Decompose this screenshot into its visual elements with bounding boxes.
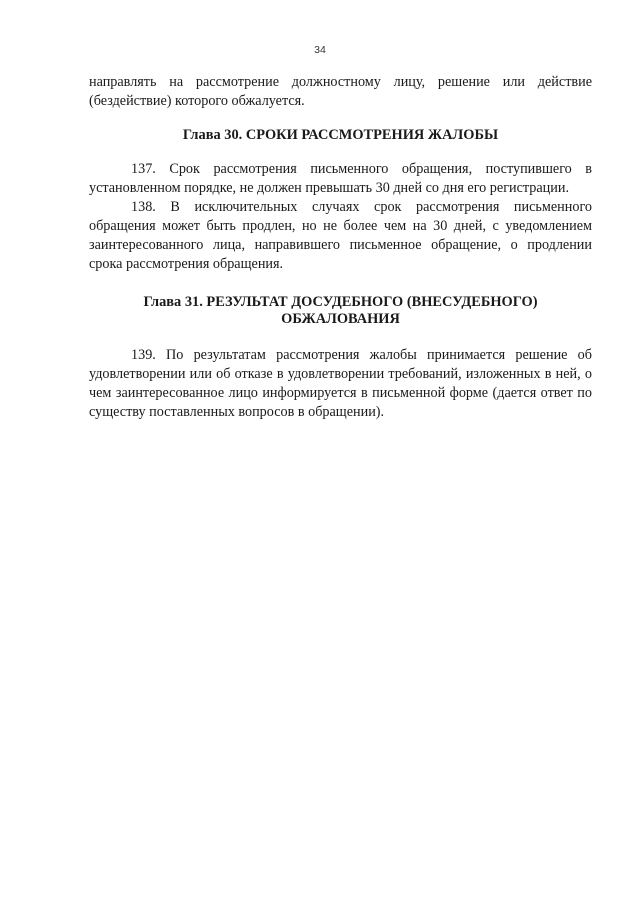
paragraph-139: 139. По результатам рассмотрения жалобы принимается решение об удовлетворении или об отказе в удовлетворении требований, изложенных в ней, о чем заинтересованное лицо информируется в письменной форме (дается ответ по существу поставленных вопросов в обращении). [89,347,592,420]
paragraph-138: 138. В исключительных случаях срок рассмотрения письменного обращения может быть продлен, но не более чем на 30 дней, с уведомлением заинтересованного лица, направившего письменное обращение, о продлении срока рассмотрения обращения. [89,199,592,272]
paragraph-137: 137. Срок рассмотрения письменного обращения, поступившего в установленном порядке, не должен превышать 30 дней со дня его регистрации. [89,161,592,196]
chapter-31-title-line1: Глава 31. РЕЗУЛЬТАТ ДОСУДЕБНОГО (ВНЕСУДЕБНОГО) [143,294,538,310]
page-content [89,73,592,422]
chapter-30-title: Глава 30. СРОКИ РАССМОТРЕНИЯ ЖАЛОБЫ [182,127,499,143]
page-number: 34 [314,44,326,56]
chapter-31-title-line2: ОБЖАЛОВАНИЯ [281,311,400,327]
intro-paragraph: направлять на рассмотрение должностному лицу, решение или действие (бездействие) которого обжалуется. [89,74,592,109]
chapter-31-title [89,294,592,328]
